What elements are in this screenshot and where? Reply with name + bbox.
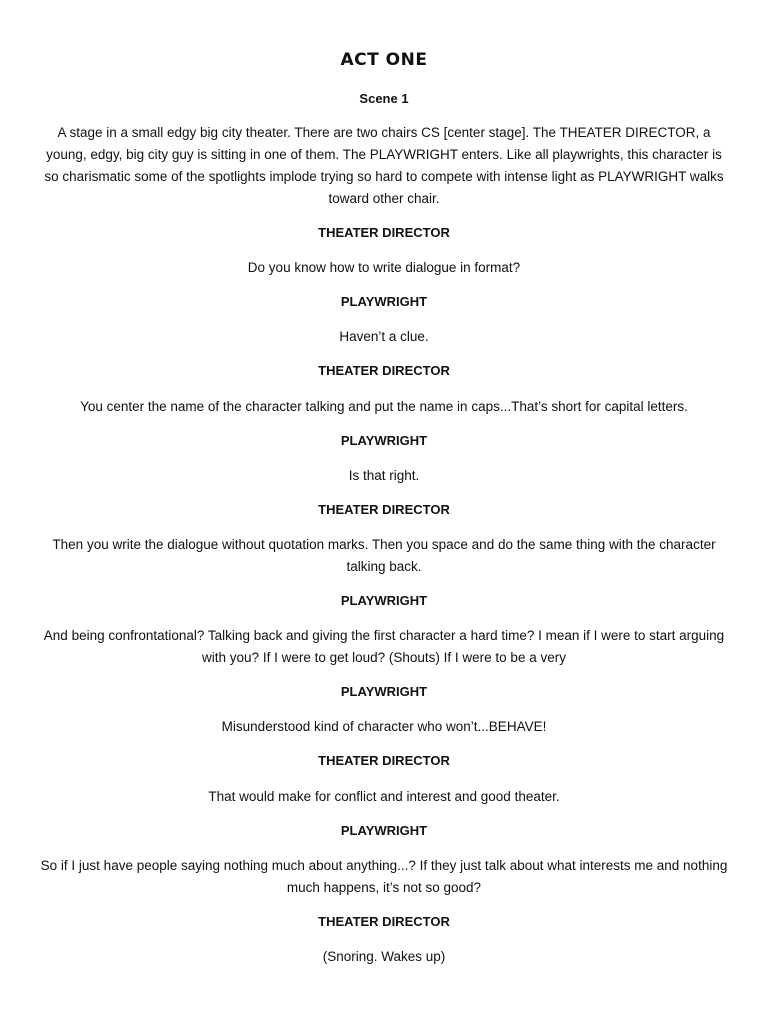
character-name: PLAYWRIGHT xyxy=(340,294,428,309)
dialogue-line: Misunderstood kind of character who won’t...BEHAVE! xyxy=(221,719,547,734)
dialogue-line: Do you know how to write dialogue in format? xyxy=(247,260,521,275)
dialogue-line: You center the name of the character talking and put the name in caps...That’s short for capital letters. xyxy=(80,399,688,414)
character-name: PLAYWRIGHT xyxy=(340,823,428,838)
dialogue-line: (Snoring. Wakes up) xyxy=(322,949,446,964)
act-title: ACT ONE xyxy=(340,50,428,70)
dialogue-line: And being confrontational? Talking back and giving the first character a hard time? I mean if I were to start arguing with you? If I were to get loud? (Shouts) If I were to be a very xyxy=(43,628,725,665)
dialogue-line: So if I just have people saying nothing much about anything...? If they just talk about what interests me and nothing much happens, it’s not so good? xyxy=(40,858,728,895)
dialogue-line: Is that right. xyxy=(348,468,420,483)
character-name: THEATER DIRECTOR xyxy=(318,753,450,768)
dialogue-line: Haven’t a clue. xyxy=(339,329,429,344)
character-name: THEATER DIRECTOR xyxy=(318,363,450,378)
character-name: PLAYWRIGHT xyxy=(340,593,428,608)
dialogue-line: Then you write the dialogue without quotation marks. Then you space and do the same thing with the character talking back. xyxy=(52,537,716,574)
character-name: THEATER DIRECTOR xyxy=(318,502,450,517)
dialogue-line: That would make for conflict and interest and good theater. xyxy=(208,789,560,804)
character-name: PLAYWRIGHT xyxy=(340,684,428,699)
scene-heading: Scene 1 xyxy=(359,91,409,106)
character-name: THEATER DIRECTOR xyxy=(318,225,450,240)
character-name: THEATER DIRECTOR xyxy=(318,914,450,929)
stage-direction: A stage in a small edgy big city theater. There are two chairs CS [center stage]. The THEATER DIRECTOR, a young, edgy, big city guy is sitting in one of them. The PLAYWRIGHT enters. Like all playwrights, this character is so charismatic some of the spotlights implode trying so hard to compete with intense light as PLAYWRIGHT walks toward other chair. xyxy=(44,125,724,206)
character-name: PLAYWRIGHT xyxy=(340,433,428,448)
